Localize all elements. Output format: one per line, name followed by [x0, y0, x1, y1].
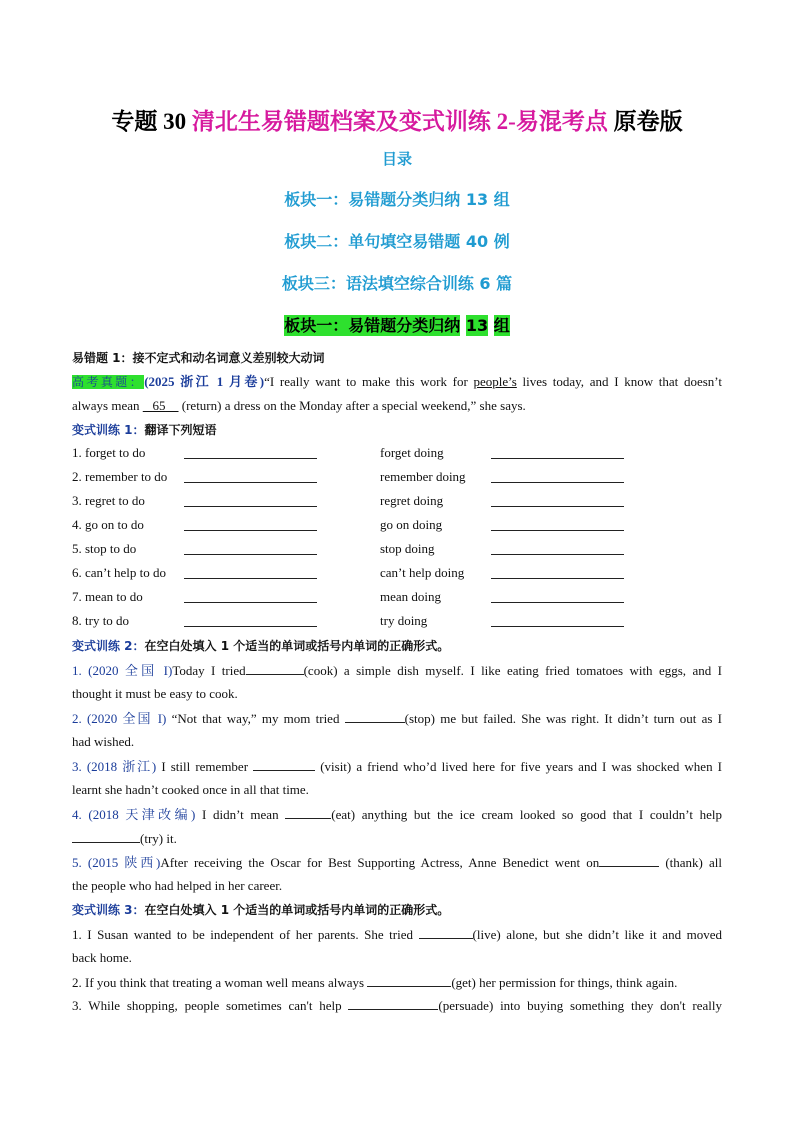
gaokao-line2-b: (return) a dress on the Monday after a special weekend,” she says. — [178, 398, 526, 413]
variant-3-text: 在空白处填入 1 个适当的单词或括号内单词的正确形式。 — [144, 903, 450, 917]
phrase-right-blank[interactable] — [491, 506, 624, 507]
phrase-right-blank[interactable] — [491, 530, 624, 531]
v3-q1-text-b: (live) alone, but she didn’t like it and moved — [472, 927, 722, 942]
v2-q2-line-1 — [72, 709, 722, 728]
phrase-left: 8. try to do — [72, 613, 130, 628]
title-suffix: 原卷版 — [613, 109, 683, 134]
v2-q1-text-a: Today I tried — [172, 663, 246, 678]
v2-q4-text-a: I didn’t mean — [195, 807, 286, 822]
v2-q3-line-1 — [72, 757, 722, 776]
variant-2-label: 变式训练 2： — [72, 639, 145, 653]
phrase-row — [72, 613, 722, 631]
v2-q2-text-b: (stop) me but failed. She was right. It didn’t turn out as I — [404, 711, 722, 726]
gaokao-text-1: “I really want to make this work for — [264, 374, 474, 389]
v2-q3-text-a: I still remember — [156, 759, 254, 774]
error-item-label: 易错题 1： — [72, 351, 133, 365]
phrase-left: 3. regret to do — [72, 493, 145, 508]
v3-q2-line — [72, 973, 722, 992]
phrase-left: 6. can’t help to do — [72, 565, 166, 580]
v2-q4-text-c: (try) it. — [140, 831, 177, 846]
title-main: 清北生易错题档案及变式训练 2-易混考点 — [191, 109, 608, 134]
v2-q5-line-2: the people who had helped in her career. — [72, 878, 283, 893]
v2-q2-text-a: “Not that way,” my mom tried — [166, 711, 345, 726]
v2-q1-blank[interactable] — [246, 661, 304, 675]
phrase-right: mean doing — [380, 589, 442, 604]
gaokao-underlined: people’s — [473, 374, 517, 389]
title-prefix: 专题 30 — [111, 109, 187, 134]
v2-q4-blank-1[interactable] — [285, 805, 331, 819]
v3-q3-line — [72, 996, 722, 1015]
v2-q3-text-b: (visit) a friend who’d lived here for five years and I was shocked when I — [315, 759, 722, 774]
v3-q2-blank[interactable] — [367, 973, 451, 987]
phrase-row — [72, 589, 722, 607]
variant-3-heading — [72, 901, 722, 919]
v2-q4-source: 4. (2018 天津改编) — [72, 807, 196, 822]
v2-q1-source: 1. (2020 全国 I) — [72, 663, 173, 678]
document-title — [72, 103, 722, 136]
variant-1-text: 翻译下列短语 — [144, 423, 217, 437]
v3-q3-text-b: (persuade) into buying something they don't really — [438, 998, 722, 1013]
gaokao-line2-a: always mean — [72, 398, 143, 413]
phrase-left-blank[interactable] — [184, 530, 317, 531]
variant-3-label: 变式训练 3： — [72, 903, 145, 917]
phrase-left: 4. go on to do — [72, 517, 144, 532]
gaokao-blank-65[interactable] — [143, 398, 179, 413]
section-heading — [72, 313, 722, 336]
v2-q2-line-2: had wished. — [72, 734, 135, 749]
phrase-right-blank[interactable] — [491, 578, 624, 579]
section-heading-part-b: 组 — [493, 316, 510, 335]
v2-q3-line-2: learnt she hadn’t cooked once in all that time. — [72, 782, 309, 797]
v3-q2-text-a: 2. If you think that treating a woman well means always — [72, 975, 368, 990]
gaokao-line-2 — [72, 397, 722, 415]
phrase-left-blank[interactable] — [184, 458, 317, 459]
v2-q2-source: 2. (2020 全国 I) — [72, 711, 167, 726]
v2-q4-text-b: (eat) anything but the ice cream looked so good that I couldn’t help — [331, 807, 722, 822]
v2-q3-blank[interactable] — [253, 757, 315, 771]
phrase-right-blank[interactable] — [491, 554, 624, 555]
v2-q1-line-1 — [72, 661, 722, 680]
v3-q3-text-a: 3. While shopping, people sometimes can't help — [72, 998, 349, 1013]
v3-q1-line-1 — [72, 925, 722, 944]
toc-item-1[interactable]: 板块一：易错题分类归纳 13 组 — [284, 190, 510, 209]
variant-2-heading — [72, 637, 722, 655]
phrase-row — [72, 469, 722, 487]
variant-1-label: 变式训练 1： — [72, 423, 145, 437]
phrase-right: stop doing — [380, 541, 435, 556]
phrase-left: 7. mean to do — [72, 589, 143, 604]
v3-q1-line-2: back home. — [72, 950, 132, 965]
v2-q5-text-a: After receiving the Oscar for Best Supporting Actress, Anne Benedict went on — [160, 855, 600, 870]
v2-q1-line-2: thought it must be easy to cook. — [72, 686, 238, 701]
phrase-right: remember doing — [380, 469, 466, 484]
gaokao-text-2: lives today, and I know that doesn’t — [516, 374, 722, 389]
v2-q3-source: 3. (2018 浙江) — [72, 759, 157, 774]
v2-q5-line-1 — [72, 853, 722, 872]
error-item-text: 接不定式和动名词意义差别较大动词 — [132, 351, 325, 365]
phrase-right: try doing — [380, 613, 428, 628]
v3-q2-text-b: (get) her permission for things, think again. — [451, 975, 678, 990]
phrase-left: 2. remember to do — [72, 469, 168, 484]
v2-q5-blank[interactable] — [599, 853, 659, 867]
gaokao-line-1 — [72, 373, 722, 391]
gaokao-blank-number: 65 — [152, 398, 166, 413]
v2-q2-blank[interactable] — [345, 709, 405, 723]
phrase-left-blank[interactable] — [184, 578, 317, 579]
gaokao-tag: 高考真题： — [72, 375, 145, 389]
v3-q1-blank[interactable] — [419, 925, 473, 939]
phrase-left-blank[interactable] — [184, 482, 317, 483]
phrase-row — [72, 445, 722, 463]
phrase-right: forget doing — [380, 445, 444, 460]
variant-1-heading — [72, 421, 722, 439]
phrase-right: go on doing — [380, 517, 443, 532]
v2-q4-line-1 — [72, 805, 722, 824]
phrase-right: can’t help doing — [380, 565, 465, 580]
v2-q5-text-b: (thank) all — [659, 855, 722, 870]
v2-q5-source: 5. (2015 陕西) — [72, 855, 161, 870]
phrase-left-blank[interactable] — [184, 602, 317, 603]
v2-q1-text-b: (cook) a simple dish myself. I like eating fried tomatoes with eggs, and I — [303, 663, 722, 678]
toc-item-3[interactable]: 板块三：语法填空综合训练 6 篇 — [281, 274, 513, 293]
toc-item-2[interactable]: 板块二：单句填空易错题 40 例 — [284, 232, 510, 251]
section-heading-num: 13 — [465, 316, 489, 335]
toc-heading: 目录 — [381, 150, 412, 168]
v2-q4-line-2 — [72, 829, 722, 848]
phrase-right: regret doing — [380, 493, 444, 508]
phrase-left-blank[interactable] — [184, 626, 317, 627]
phrase-left-blank[interactable] — [184, 554, 317, 555]
phrase-left: 1. forget to do — [72, 445, 146, 460]
section-heading-part-a: 板块一：易错题分类归纳 — [284, 316, 461, 335]
error-item-1-heading — [72, 349, 722, 367]
gaokao-source: (2025 浙江 1 月卷) — [144, 374, 265, 389]
variant-2-text: 在空白处填入 1 个适当的单词或括号内单词的正确形式。 — [144, 639, 450, 653]
phrase-right-blank[interactable] — [491, 602, 624, 603]
phrase-left-blank[interactable] — [184, 506, 317, 507]
phrase-row — [72, 517, 722, 535]
phrase-row — [72, 541, 722, 559]
phrase-row — [72, 565, 722, 583]
v3-q3-blank[interactable] — [348, 996, 438, 1010]
phrase-right-blank[interactable] — [491, 458, 624, 459]
phrase-right-blank[interactable] — [491, 482, 624, 483]
phrase-row — [72, 493, 722, 511]
phrase-left: 5. stop to do — [72, 541, 137, 556]
v3-q1-text-a: 1. I Susan wanted to be independent of her parents. She tried — [72, 927, 419, 942]
v2-q4-blank-2[interactable] — [72, 829, 140, 843]
phrase-right-blank[interactable] — [491, 626, 624, 627]
